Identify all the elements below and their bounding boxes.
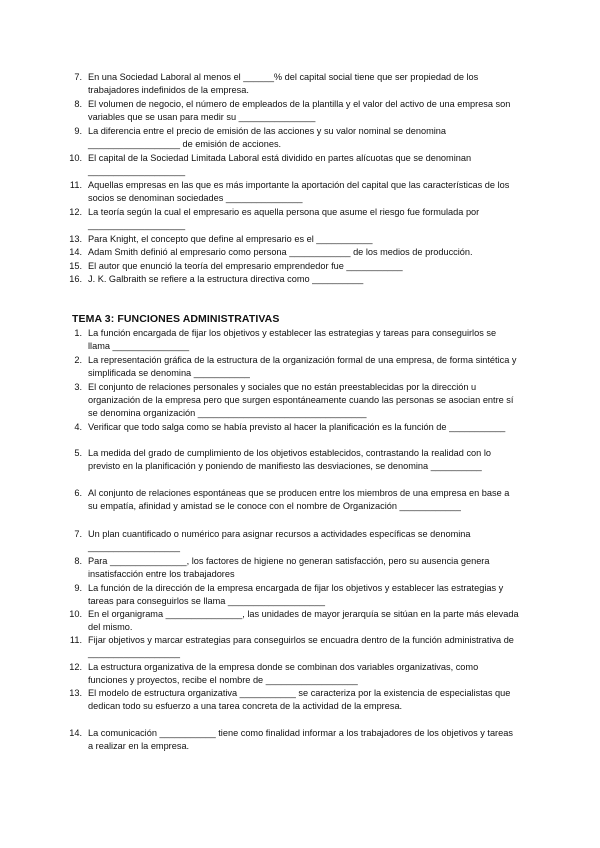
- question-text: La medida del grado de cumplimiento de los objetivos establecidos, contrastando la realidad con lo previsto en la planificación y poniendo de manifiesto las desviaciones, se denomina __________: [88, 448, 491, 472]
- question-number: 2.: [74, 355, 82, 365]
- question-number: 8.: [74, 99, 82, 109]
- question-text: La función encargada de fijar los objetivos y establecer las estrategias y tareas para conseguirlos se llama _______________: [88, 328, 497, 352]
- question-number: 12.: [69, 662, 82, 672]
- question-number: 9.: [74, 126, 82, 136]
- question-text: El volumen de negocio, el número de empleados de la plantilla y el valor del activo de una empresa son variables que se usan para medir su _______________: [88, 99, 511, 123]
- question-number: 5.: [74, 448, 82, 458]
- question-item: [74, 487, 520, 513]
- question-item: [69, 687, 520, 713]
- question-item: [69, 661, 520, 687]
- question-text: La representación gráfica de la estructura de la organización formal de una empresa, de forma sintética y simplificada se denomina ___________: [88, 355, 517, 379]
- question-text: La comunicación ___________ tiene como finalidad informar a los trabajadores de los objetivos y tareas a realizar en la empresa.: [88, 728, 513, 752]
- question-number: 10.: [69, 153, 82, 163]
- question-number: 16.: [69, 274, 82, 284]
- question-text: La teoría según la cual el empresario es aquella persona que asume el riesgo fue formulada por ___________________: [88, 207, 480, 231]
- question-number: 14.: [69, 247, 82, 257]
- question-text: Para Knight, el concepto que define al empresario es el ___________: [88, 234, 373, 244]
- question-text: En el organigrama _______________, las unidades de mayor jerarquía se sitúan en la parte más elevada del mismo.: [88, 609, 519, 633]
- question-text: Para _______________, los factores de higiene no generan satisfacción, pero su ausencia genera insatisfacción entre los trabajadores: [88, 556, 490, 580]
- question-number: 1.: [74, 328, 82, 338]
- question-text: La función de la dirección de la empresa encargada de fijar los objetivos y establecer las estrategias y tareas para conseguirlos se llama ___________________: [88, 583, 504, 607]
- question-number: 10.: [69, 609, 82, 619]
- question-number: 14.: [69, 728, 82, 738]
- question-item: [69, 152, 520, 178]
- question-item: [69, 727, 520, 753]
- question-text: Un plan cuantificado o numérico para asignar recursos a actividades específicas se denomina __________________: [88, 529, 471, 553]
- question-number: 15.: [69, 261, 82, 271]
- question-text: La estructura organizativa de la empresa donde se combinan dos variables organizativas, como funciones y proyectos, recibe el nombre de __________________: [88, 662, 479, 686]
- question-text: Al conjunto de relaciones espontáneas que se producen entre los miembros de una empresa en base a su empatía, afinidad y amistad se le conoce con el nombre de Organización ____________: [88, 488, 510, 512]
- question-text: Adam Smith definió al empresario como persona ____________ de los medios de producción.: [88, 247, 473, 257]
- question-item: [74, 327, 520, 353]
- question-item: [74, 582, 520, 608]
- question-item: [74, 381, 520, 421]
- question-number: 4.: [74, 422, 82, 432]
- question-item: [74, 447, 520, 473]
- question-text: La diferencia entre el precio de emisión de las acciones y su valor nominal se denomina __________________ de emisión de acciones.: [88, 126, 447, 150]
- question-number: 6.: [74, 488, 82, 498]
- question-item: [69, 273, 520, 286]
- question-number: 8.: [74, 556, 82, 566]
- question-item: [69, 179, 520, 205]
- question-item: [69, 634, 520, 660]
- question-number: 9.: [74, 583, 82, 593]
- question-item: [74, 98, 520, 124]
- question-text: El modelo de estructura organizativa ___________ se caracteriza por la existencia de especialistas que dedican todo su esfuerzo a una tarea concreta de la actividad de la empresa.: [88, 688, 511, 712]
- question-item: [69, 206, 520, 232]
- question-item: [69, 260, 520, 273]
- question-number: 13.: [69, 688, 82, 698]
- question-text: Verificar que todo salga como se había previsto al hacer la planificación es la función de ___________: [88, 422, 506, 432]
- question-item: [69, 608, 520, 634]
- question-item: [74, 528, 520, 554]
- question-number: 12.: [69, 207, 82, 217]
- question-number: 3.: [74, 382, 82, 392]
- question-item: [74, 421, 520, 434]
- question-number: 7.: [74, 529, 82, 539]
- question-item: [74, 125, 520, 151]
- question-number: 13.: [69, 234, 82, 244]
- question-item: [69, 233, 520, 246]
- question-item: [74, 555, 520, 581]
- question-number: 11.: [69, 180, 82, 190]
- question-text: El conjunto de relaciones personales y sociales que no están preestablecidas por la dirección u organización de la empresa pero que surgen espontáneamente cuando las personas se asocian entre sí se denomina organización _________________________________: [88, 382, 514, 419]
- section-title: TEMA 3: FUNCIONES ADMINISTRATIVAS: [72, 313, 280, 325]
- question-text: El capital de la Sociedad Limitada Laboral está dividido en partes alícuotas que se denominan ___________________: [88, 153, 472, 177]
- question-item: [74, 354, 520, 380]
- question-number: 11.: [69, 635, 82, 645]
- question-text: Fijar objetivos y marcar estrategias para conseguirlos se encuadra dentro de la función administrativa de __________________: [88, 635, 514, 659]
- question-text: Aquellas empresas en las que es más importante la aportación del capital que las características de los socios se denominan sociedades _______________: [88, 180, 510, 204]
- question-item: [74, 71, 520, 97]
- question-text: En una Sociedad Laboral al menos el ______% del capital social tiene que ser propiedad de los trabajadores indefinidos de la empresa.: [88, 72, 479, 96]
- question-text: El autor que enunció la teoría del empresario emprendedor fue ___________: [88, 261, 403, 271]
- question-number: 7.: [74, 72, 82, 82]
- question-item: [69, 246, 520, 259]
- question-text: J. K. Galbraith se refiere a la estructura directiva como __________: [88, 274, 364, 284]
